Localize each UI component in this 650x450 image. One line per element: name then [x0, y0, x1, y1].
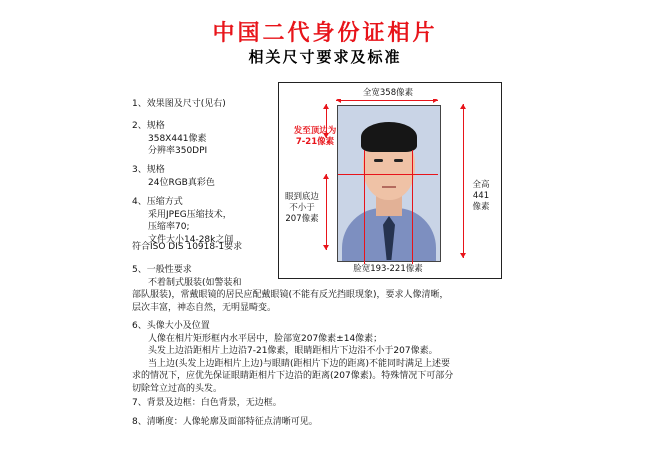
req-5: [132, 264, 242, 289]
req-1: 1、效果图及尺寸(见右): [132, 99, 226, 109]
req-4-line-2: 压缩率70;: [148, 222, 190, 232]
req-3: [132, 164, 215, 189]
req-2-head: 2、规格: [132, 121, 165, 131]
photo-right-eye: [394, 159, 403, 162]
hair-top-label-line-2: 7-21像素: [295, 137, 335, 147]
req-6-cont: [132, 370, 453, 395]
face-width-label: 脸宽193-221像素: [338, 264, 438, 275]
full-height-arrow-down: [460, 253, 466, 258]
hair-top-label-line-1: 发至顶边为: [293, 126, 337, 136]
eye-level-line: [338, 174, 438, 175]
page-title: 中国二代身份证相片: [212, 21, 438, 46]
full-height-label: [469, 180, 493, 213]
req-2: [132, 120, 207, 158]
full-width-line: [336, 100, 438, 101]
sample-id-photo: [337, 105, 441, 262]
photo-left-eye: [374, 159, 383, 162]
eye-bottom-label-line-3: 207像素: [285, 214, 319, 224]
req-8: 8、清晰度：人像轮廓及面部特征点清晰可见。: [132, 417, 318, 427]
req-2-line-1: 358X441像素: [148, 133, 207, 144]
req-3-head: 3、规格: [132, 165, 165, 175]
req-6-line-2: 头发上边沿距相片上边沿7-21像素，眼睛距相片下边沿不小于207像素。: [148, 346, 438, 356]
req-4-line-3: 文件大小14-28k之间: [148, 234, 234, 245]
req-4: [132, 196, 233, 246]
eye-bottom-arrow-up: [323, 174, 329, 179]
eye-bottom-label: [282, 192, 322, 225]
req-5-cont: [132, 289, 449, 314]
req-2-line-2: 分辨率350DPI: [148, 146, 208, 156]
full-height-line: [463, 104, 464, 258]
full-height-label-line-1: 全高: [472, 180, 490, 190]
req-7: 7、背景及边框：白色背景，无边框。: [132, 398, 282, 408]
req-6: [132, 320, 450, 370]
req-6-head: 6、头像大小及位置: [132, 321, 210, 331]
req-6-line-5: 切除耸立过高的头发。: [132, 383, 223, 394]
req-4-line-4: 符合ISO DIS 10918-1要求: [132, 242, 243, 252]
hair-top-label: [283, 126, 347, 148]
page-subtitle: 相关尺寸要求及标准: [248, 48, 402, 66]
req-6-line-1: 人像在相片矩形框内水平居中，脸部宽207像素±14像素；: [148, 333, 383, 344]
face-left-guide: [364, 150, 365, 266]
eye-bottom-arrow-down: [323, 245, 329, 250]
req-4-line-1: 采用JPEG压缩技术，: [148, 209, 232, 220]
photo-mouth: [382, 186, 396, 188]
face-right-guide: [412, 150, 413, 266]
req-6-line-4: 求的情况下，应优先保证眼睛距相片下边沿的距离(207像素)。特殊情况下可部分: [132, 371, 454, 381]
req-5-line-1: 不着制式服装(如警装和: [148, 277, 242, 288]
req-6-line-3: 当上边(头发上边距相片上边)与眼睛(距相片下边的距离)不能同时满足上述要: [148, 358, 451, 369]
photo-hair: [361, 122, 417, 152]
eye-bottom-line: [326, 174, 327, 250]
eye-bottom-label-line-1: 眼到底边: [284, 192, 319, 202]
eye-bottom-label-line-2: 不小于: [289, 203, 315, 213]
full-height-label-line-2: 441: [472, 191, 490, 201]
req-5-head: 5、一般性要求: [132, 265, 192, 275]
hair-top-arrow-up: [323, 104, 329, 109]
full-height-label-line-3: 像素: [472, 202, 490, 212]
full-width-label: 全宽358像素: [338, 88, 438, 99]
full-height-arrow-up: [460, 104, 466, 109]
req-4-head: 4、压缩方式: [132, 197, 183, 207]
req-5-line-3: 层次丰富，神态自然，无明显畸变。: [132, 302, 277, 313]
req-5-line-2: 部队服装)，常戴眼镜的居民应配戴眼镜(不能有反光挡眼现象)，要求人像清晰，: [132, 290, 449, 300]
req-3-line-1: 24位RGB真彩色: [148, 177, 215, 188]
